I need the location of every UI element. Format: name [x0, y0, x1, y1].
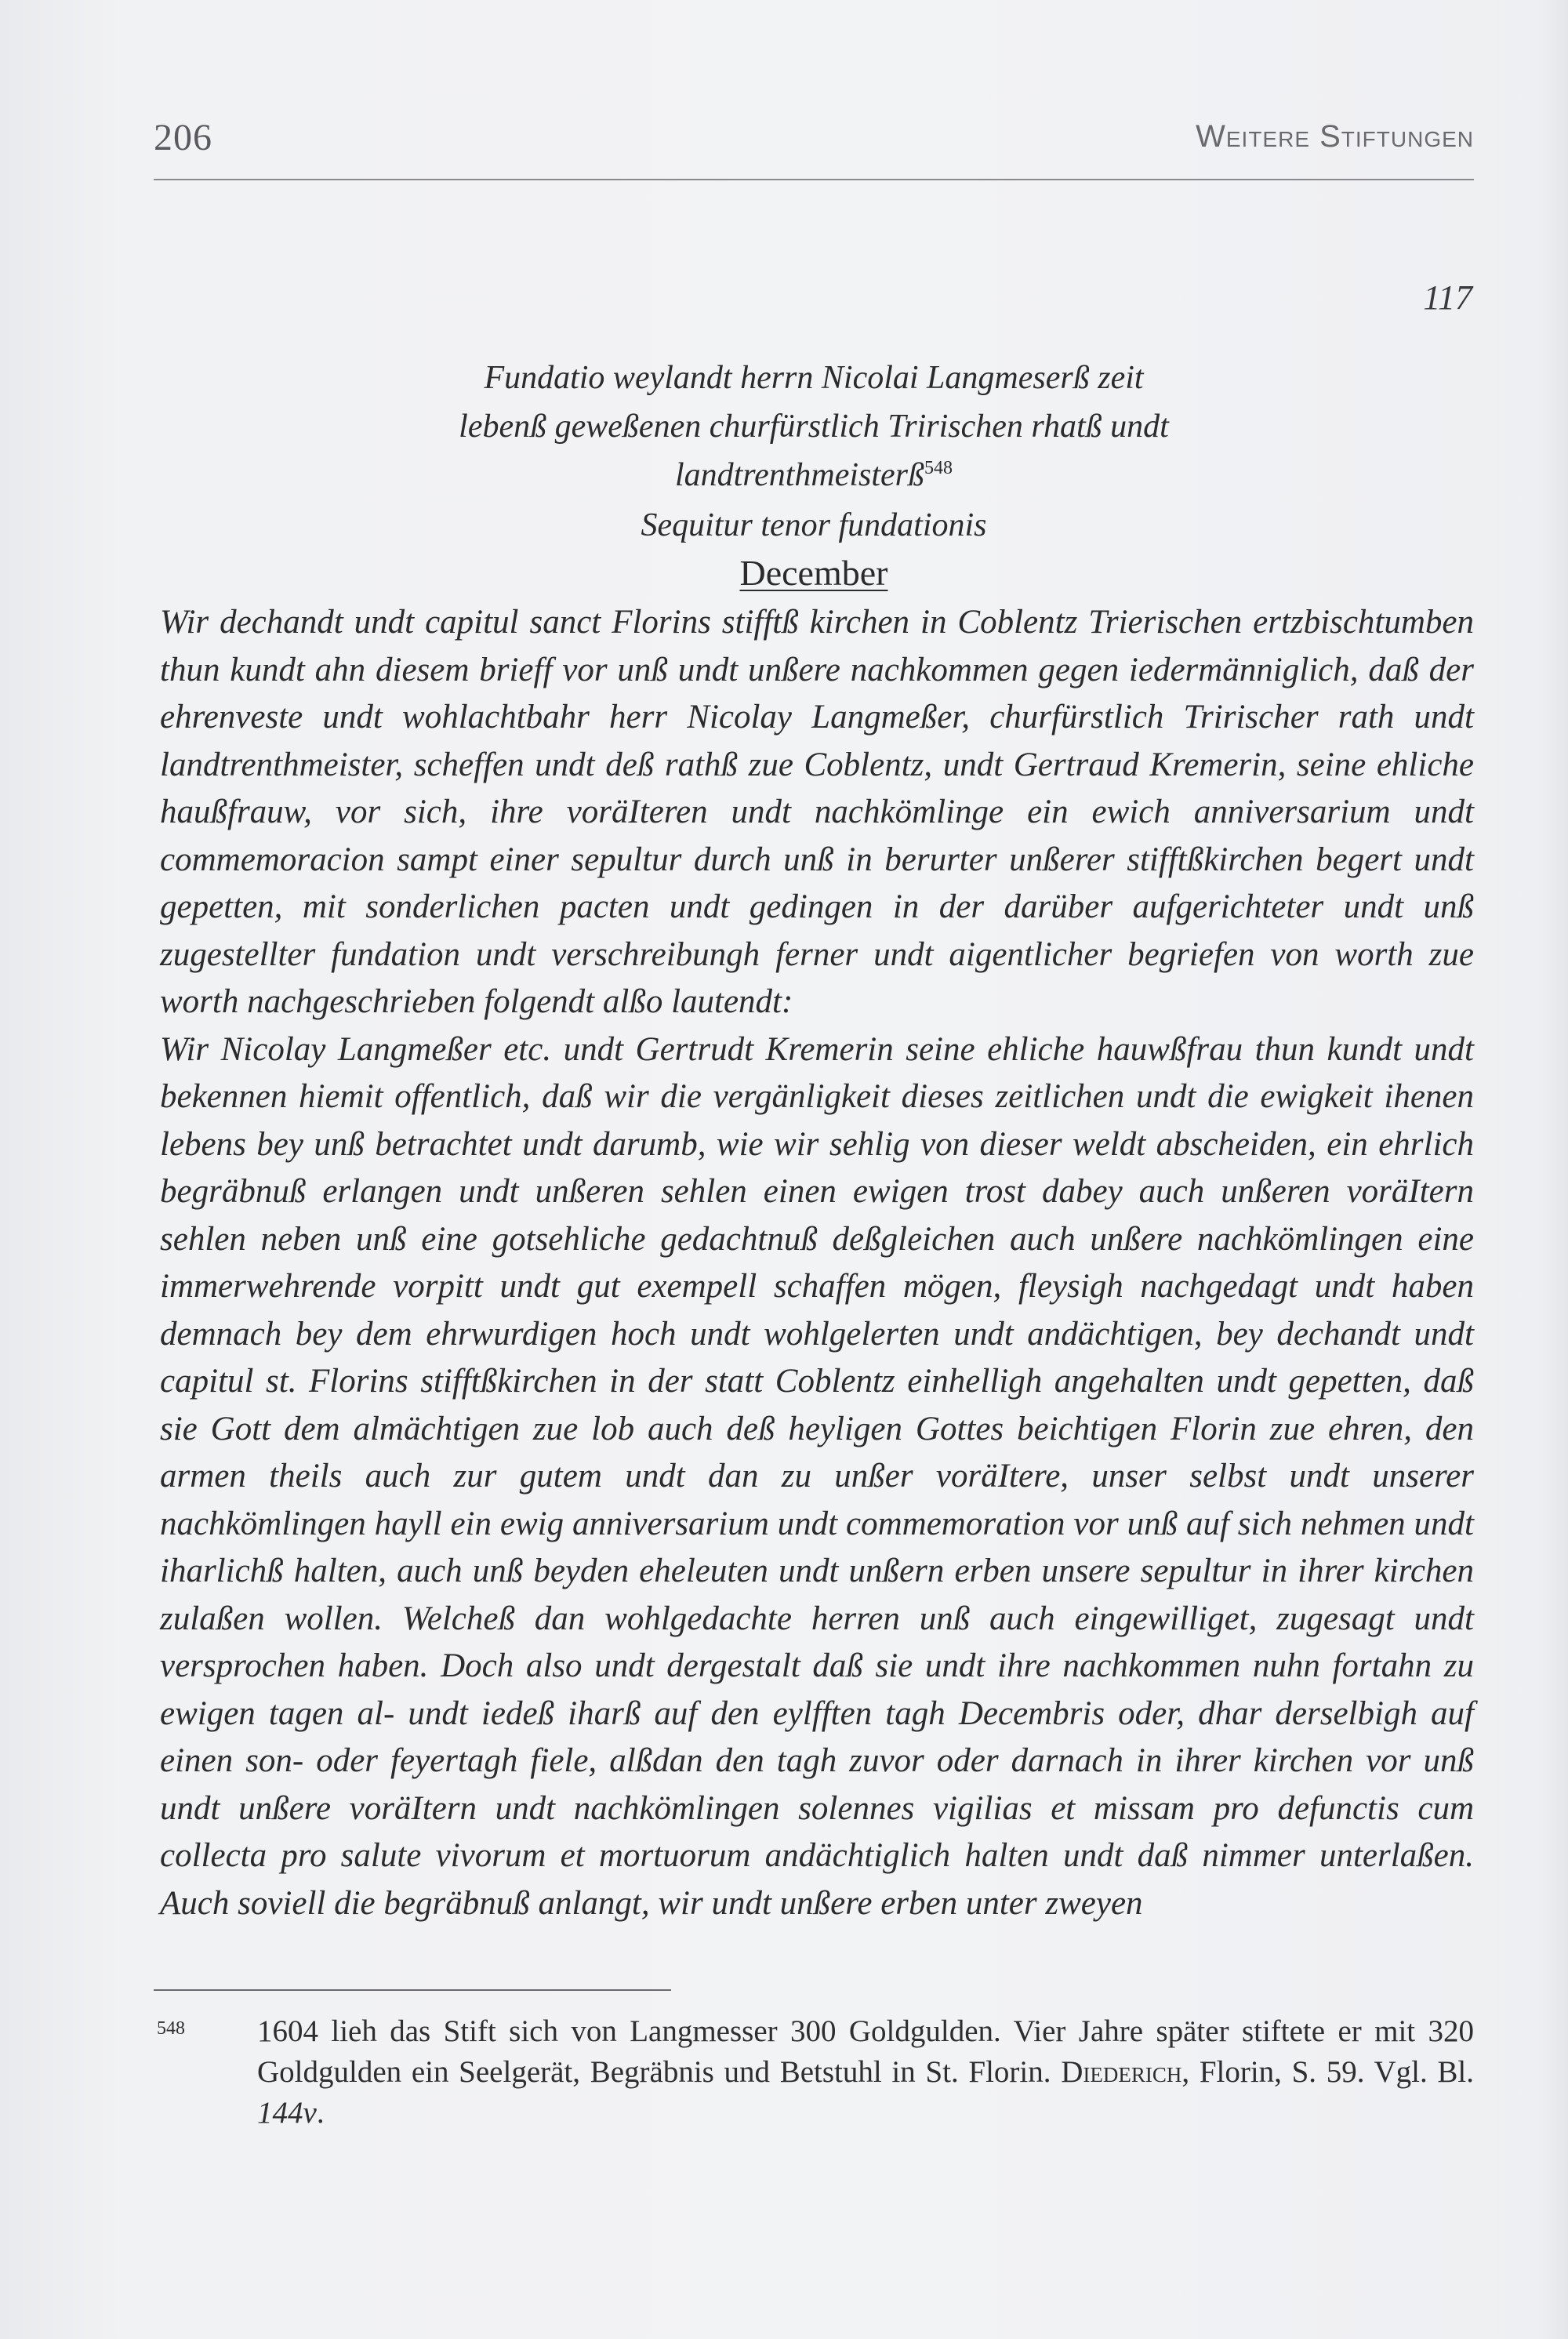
header-rule	[154, 179, 1474, 180]
footnote-text-part2: , Florin, S. 59. Vgl. Bl.	[1181, 2055, 1475, 2089]
paragraph-2: Wir Nicolay Langmeßer etc. undt Gertrudt Kremerin seine ehliche hauwßfrau thun kundt undt bekennen hiemit offentlich, daß wir die vergänligkeit dieses zeitlichen undt die ewigkeit ihenen lebens bey unß betrachtet undt darumb, wie wir sehlig von dieser weldt abscheiden, ein ehrlich begräbnuß erlangen undt unßeren sehlen einen ewigen trost dabey auch unßeren voräItern sehlen neben unß eine gotsehliche gedachtnuß deßgleichen auch unßere nachkömlingen eine immerwehrende vorpitt undt gut exempell schaffen mögen, fleysigh nachgedagt undt haben demnach bey dem ehrwurdigen hoch undt wohlgelerten undt andächtigen, bey dechandt undt capitul st. Florins stifftßkirchen in der statt Coblentz einhelligh angehalten undt gepetten, daß sie Gott dem almächtigen zue lob auch deß heyligen Gottes beichtigen Florin zue ehren, den armen theils auch zur gutem undt dan zu unßer voräItere, unser selbst undt unserer nachkömlingen hayll ein ewig anniversarium undt commemoration vor unß auf sich nehmen undt iharlichß halten, auch unß beyden eheleuten undt unßern erben unsere sepultur in ihrer kirchen zulaßen wollen. Welcheß dan wohlgedachte herren unß auch eingewilliget, zugesagt undt versprochen haben. Doch also undt dergestalt daß sie undt ihre nachkommen nuhn fortahn zu ewigen tagen al- undt iedeß iharß auf den eylfften tagh Decembris oder, dhar derselbigh auf einen son- oder feyertagh fiele, alßdan den tagh zuvor oder darnach in ihrer kirchen vor unß undt unßere voräItern undt nachkömlingen solennes vigilias et missam pro defunctis cum collecta pro salute vivorum et mortuorum andächtiglich halten undt daß nimmer unterlaßen. Auch soviell die begräbnuß anlangt, wir undt unßere erben unter zweyen	[160, 1030, 1474, 1922]
title-line-2: lebenß geweßenen churfürstlich Tririschen rhatß undt	[459, 409, 1169, 445]
subtitle: Sequitur tenor fundationis	[641, 507, 987, 543]
footnote-text	[257, 2011, 1474, 2134]
bleed-through-text	[157, 259, 1474, 305]
running-head	[154, 116, 1474, 171]
month-heading-text: December	[739, 553, 888, 593]
footnote	[157, 2011, 1474, 2134]
main-text	[160, 599, 1474, 1927]
section-title: Weitere Stiftungen	[1196, 119, 1474, 154]
month-heading	[154, 552, 1474, 594]
footnote-folio: 144v	[257, 2096, 317, 2130]
footnote-text-end: .	[316, 2096, 325, 2130]
footnote-rule	[154, 1989, 671, 1991]
margin-document-number: 117	[1423, 278, 1472, 317]
footnote-number: 548	[157, 2018, 185, 2039]
footnote-text-part1: 1604 lieh das Stift sich von Langmesser 300 Goldgulden. Vier Jahre später stiftete er mit 320 Goldgulden ein Seelgerät, Begräbnis und Betstuhl in St. Florin.	[257, 2014, 1474, 2089]
footnote-reference[interactable]: 548	[924, 458, 953, 478]
title-line-1: Fundatio weylandt herrn Nicolai Langmeserß zeit	[484, 360, 1144, 396]
page-edge-shadow	[1537, 0, 1568, 2339]
footnote-author: Diederich	[1061, 2055, 1182, 2089]
title-line-3-text: landtrenthmeisterß	[674, 457, 925, 493]
title-line-3	[154, 456, 1474, 494]
page-number: 206	[154, 117, 212, 158]
paragraph-1: Wir dechandt undt capitul sanct Florins stifftß kirchen in Coblentz Trierischen ertzbischtumben thun kundt ahn diesem brieff vor unß undt unßere nachkommen gegen iedermänniglich, daß der ehrenveste undt wohlachtbahr herr Nicolay Langmeßer, churfürstlich Tririscher rath undt landtrenthmeister, scheffen undt deß rathß zue Coblentz, undt Gertraud Kremerin, seine ehliche haußfrauw, vor sich, ihre voräIteren undt nachkömlinge ein ewich anniversarium undt commemoracion sampt einer sepultur durch unß in berurter unßerer stifftßkirchen begert undt gepetten, mit sonderlichen pacten undt gedingen in der darüber aufgerichteter undt unß zugestellter fundation undt verschreibungh ferner undt aigentlicher begriefen von worth zue worth nachgeschrieben folgendt alßo lautendt:	[160, 604, 1474, 1020]
